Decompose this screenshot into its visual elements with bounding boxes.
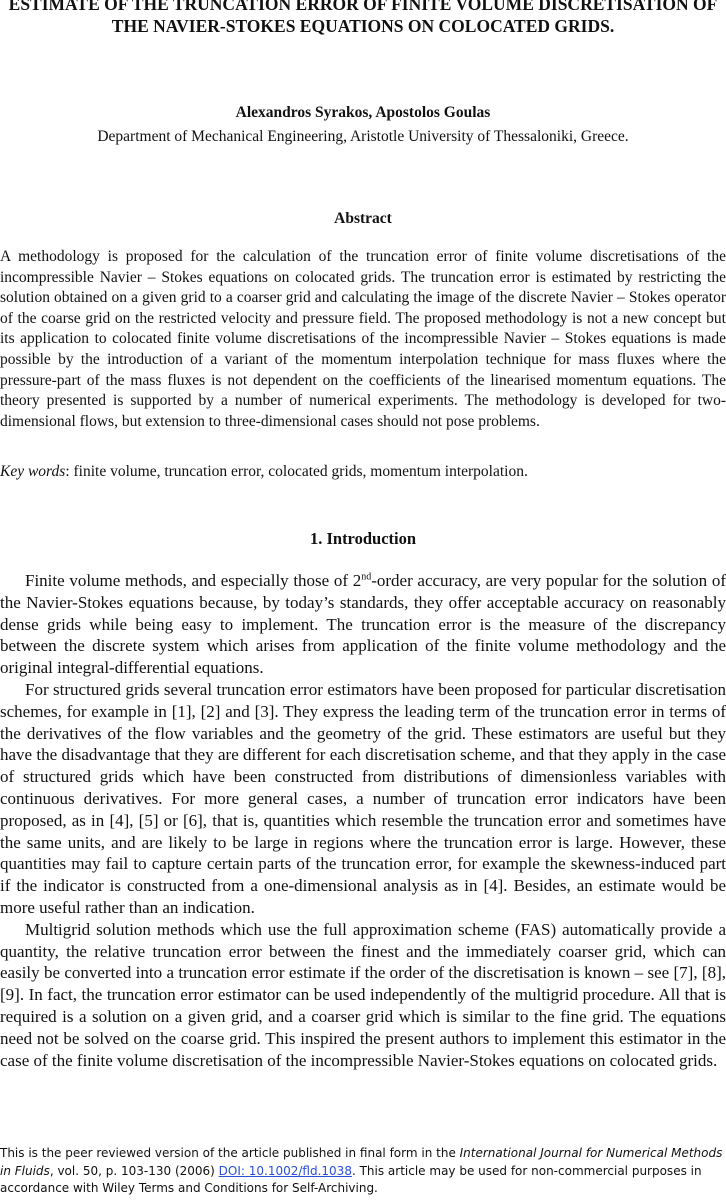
- paragraph: [0, 570, 726, 679]
- superscript: nd: [361, 571, 372, 583]
- footer-text: , vol. 50, p. 103-130 (2006): [49, 1163, 219, 1178]
- journal-name: International Journal for Numerical Methods in Fluids: [0, 1146, 723, 1178]
- footer-note: [0, 1145, 726, 1198]
- keywords: [0, 463, 726, 481]
- introduction-body: [0, 570, 726, 1071]
- doi-link[interactable]: DOI: 10.1002/fld.1038: [218, 1163, 352, 1178]
- abstract-heading: Abstract: [334, 210, 392, 227]
- paragraph: Multigrid solution methods which use the full approximation scheme (FAS) automatically provide a quantity, the relative truncation error between the finest and the immediately coarser grid, which can easily be converted into a truncation error estimate if the order of the discretisation is known – see [7], [8], [9]. In fact, the truncation error estimator can be used independently of the multigrid procedure. All that is required is a solution on a given grid, and a coarser grid which is similar to the fine grid. The equations need not be solved on the coarse grid. This inspired the present authors to implement this estimator in the case of the finite volume discretisation of the incompressible Navier-Stokes equations on colocated grids.: [0, 919, 726, 1070]
- abstract-text: A methodology is proposed for the calculation of the truncation error of finite volume discretisations of the incompressible Navier – Stokes equations on colocated grids. The truncation error is estimated by restricting the solution obtained on a given grid to a coarser grid and calculating the image of the discrete Navier – Stokes operator of the coarse grid on the restricted velocity and pressure field. The proposed methodology is not a new concept but its application to colocated finite volume discretisations of the incompressible Navier – Stokes equations is made possible by the introduction of a variant of the momentum interpolation technique for mass fluxes where the pressure-part of the mass fluxes is not dependent on the coefficients of the linearised momentum equations. The theory presented is supported by a number of numerical experiments. The methodology is developed for two-dimensional flows, but extension to three-dimensional cases should not pose problems.: [0, 248, 726, 430]
- paragraph-text: Finite volume methods, and especially those of 2: [25, 571, 362, 590]
- paper-title: ESTIMATE OF THE TRUNCATION ERROR OF FINITE VOLUME DISCRETISATION OF THE NAVIER-STOKES EQUATIONS ON COLOCATED GRIDS.: [8, 0, 718, 36]
- footer-text: This is the peer reviewed version of the article published in final form in the: [0, 1146, 460, 1160]
- paragraph: For structured grids several truncation error estimators have been proposed for particular discretisation schemes, for example in [1], [2] and [3]. They express the leading term of the truncation error in terms of the derivatives of the flow variables and the geometry of the grid. These estimators are useful but they have the disadvantage that they are different for each discretisation scheme, and that they apply in the case of structured grids which have been constructed from distributions of dimensionless variables with continuous derivatives. For more general cases, a number of truncation error indicators have been proposed, as in [4], [5] or [6], that is, quantities which resemble the truncation error and sometimes have the same units, and are likely to be large in regions where the truncation error is large. However, these quantities may fail to capture certain parts of the truncation error, for example the skewness-induced part if the indicator is constructed from a one-dimensional analysis as in [4]. Besides, an estimate would be more useful rather than an indication.: [0, 679, 726, 917]
- affiliation: Department of Mechanical Engineering, Aristotle University of Thessaloniki, Greece.: [97, 128, 629, 145]
- keywords-text: : finite volume, truncation error, colocated grids, momentum interpolation.: [65, 463, 528, 480]
- keywords-label: Key words: [0, 463, 66, 480]
- paragraph-text: -order accuracy, are very popular for the solution of the Navier-Stokes equations because, by today’s standards, they offer acceptable accuracy on reasonably dense grids while being easy to implement. The truncation error is the measure of the discrepancy between the discrete system which arises from application of the finite volume methodology and the original integral-differential equations.: [0, 571, 726, 678]
- footer-text: . This article may be used for non-commercial purposes in accordance with Wiley Terms and Conditions for Self-Archiving.: [0, 1163, 702, 1195]
- author-list: Alexandros Syrakos, Apostolos Goulas: [235, 104, 491, 121]
- section-heading-introduction: 1. Introduction: [309, 529, 417, 548]
